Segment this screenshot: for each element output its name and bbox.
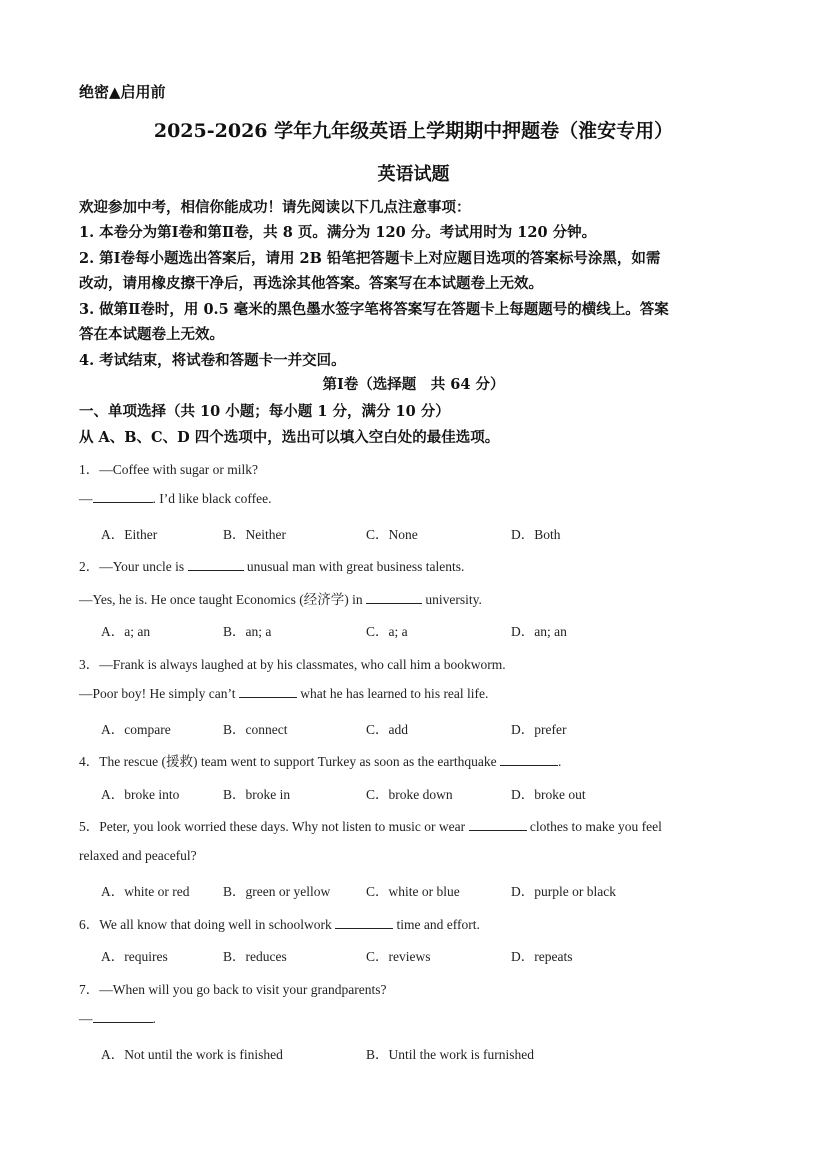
q3-option-b: B．connect [223, 722, 288, 737]
q4-option-a: A．broke into [101, 787, 180, 802]
q2-line-2-pre: —Yes, he is. He once taught Economics (经济学) in [79, 592, 366, 607]
q6-text-post: time and effort. [393, 917, 480, 932]
answer-blank [188, 558, 244, 571]
q3-line-2-post: what he has learned to his real life. [296, 686, 489, 701]
q1-line-1: 1．—Coffee with sugar or milk? [79, 462, 258, 477]
q3-line-1: 3．—Frank is always laughed at by his classmates, who call him a bookworm. [79, 657, 506, 672]
q4-option-c: C．broke down [366, 787, 453, 802]
q5-line-1 [79, 815, 662, 835]
section-title: 一、单项选择（共 10 小题；每小题 1 分，满分 10 分） [79, 403, 450, 420]
q4-text-pre: 4．The rescue (援救) team went to support Turkey as soon as the earthquake [79, 754, 501, 769]
q6-option-a: A．requires [101, 949, 168, 964]
q7-line-2-end: . [152, 1011, 156, 1026]
q4-option-d: D．broke out [511, 787, 586, 802]
answer-blank [239, 685, 297, 698]
q6-text-pre: 6．We all know that doing well in schoolwork [79, 917, 336, 932]
notice-item-2-cont: 改动，请用橡皮擦干净后，再选涂其他答案。答案写在本试题卷上无效。 [79, 275, 543, 292]
answer-blank [93, 1010, 153, 1023]
q6-option-c: C．reviews [366, 949, 431, 964]
notice-item-1: 1. 本卷分为第Ⅰ卷和第Ⅱ卷，共 8 页。满分为 120 分。考试用时为 120 分钟。 [79, 224, 597, 241]
part-1-title: 第Ⅰ卷（选择题 共 64 分） [322, 376, 505, 393]
q5-text-post: clothes to make you feel [526, 819, 662, 834]
q2-option-d: D．an; an [511, 624, 567, 639]
q2-line-1 [79, 555, 464, 575]
notice-item-4: 4. 考试结束，将试卷和答题卡一并交回。 [79, 352, 346, 369]
q6-line-1 [79, 913, 480, 933]
answer-blank [366, 591, 422, 604]
q6-option-d: D．repeats [511, 949, 573, 964]
q1-line-2-text: . I’d like black coffee. [152, 491, 272, 506]
q5-option-b: B．green or yellow [223, 884, 331, 899]
q2-option-a: A．a; an [101, 624, 151, 639]
q7-line-2 [79, 1010, 156, 1027]
answer-blank [469, 818, 527, 831]
q7-line-1: 7．—When will you go back to visit your grandparents? [79, 982, 387, 997]
q4-line-1 [79, 750, 561, 770]
q3-option-d: D．prefer [511, 722, 567, 737]
notice-intro: 欢迎参加中考，相信你能成功！请先阅读以下几点注意事项： [79, 199, 471, 216]
q1-option-c: C．None [366, 527, 418, 542]
q1-option-d: D．Both [511, 527, 561, 542]
q3-line-2 [79, 685, 488, 702]
q5-option-c: C．white or blue [366, 884, 460, 899]
q2-option-b: B．an; a [223, 624, 272, 639]
q4-text-post: . [558, 754, 562, 769]
q3-option-a: A．compare [101, 722, 171, 737]
notice-item-2: 2. 第Ⅰ卷每小题选出答案后，请用 2B 铅笔把答题卡上对应题目选项的答案标号涂黑，如需 [79, 250, 661, 267]
q2-text-post: unusual man with great business talents. [243, 559, 465, 574]
q1-dash: — [79, 491, 93, 506]
q3-line-2-pre: —Poor boy! He simply can’t [79, 686, 239, 701]
q5-line-2: relaxed and peaceful? [79, 848, 197, 863]
answer-blank [93, 490, 153, 503]
q3-option-c: C．add [366, 722, 408, 737]
answer-blank [500, 753, 558, 766]
q5-text-pre: 5．Peter, you look worried these days. Why not listen to music or wear [79, 819, 469, 834]
exam-title: 2025-2026 学年九年级英语上学期期中押题卷（淮安专用） [153, 120, 674, 142]
q1-option-a: A．Either [101, 527, 158, 542]
confidential-label: 绝密▲启用前 [79, 83, 166, 101]
notice-item-3-cont: 答在本试题卷上无效。 [79, 326, 224, 343]
q5-option-a: A．white or red [101, 884, 190, 899]
q7-dash: — [79, 1011, 93, 1026]
q2-line-2 [79, 588, 482, 608]
q1-line-2 [79, 490, 271, 507]
q6-option-b: B．reduces [223, 949, 287, 964]
answer-blank [335, 916, 393, 929]
q7-option-b: B．Until the work is furnished [366, 1047, 534, 1062]
q5-option-d: D．purple or black [511, 884, 616, 899]
notice-item-3: 3. 做第Ⅱ卷时，用 0.5 毫米的黑色墨水签字笔将答案写在答题卡上每题题号的横线上。答案 [79, 301, 669, 318]
q7-option-a: A．Not until the work is finished [101, 1047, 283, 1062]
q1-option-b: B．Neither [223, 527, 286, 542]
q2-text-pre: 2．—Your uncle is [79, 559, 188, 574]
exam-subtitle: 英语试题 [377, 164, 450, 185]
q2-option-c: C．a; a [366, 624, 408, 639]
section-instruction: 从 A、B、C、D 四个选项中，选出可以填入空白处的最佳选项。 [79, 429, 500, 446]
q4-option-b: B．broke in [223, 787, 291, 802]
q2-line-2-post: university. [421, 592, 482, 607]
